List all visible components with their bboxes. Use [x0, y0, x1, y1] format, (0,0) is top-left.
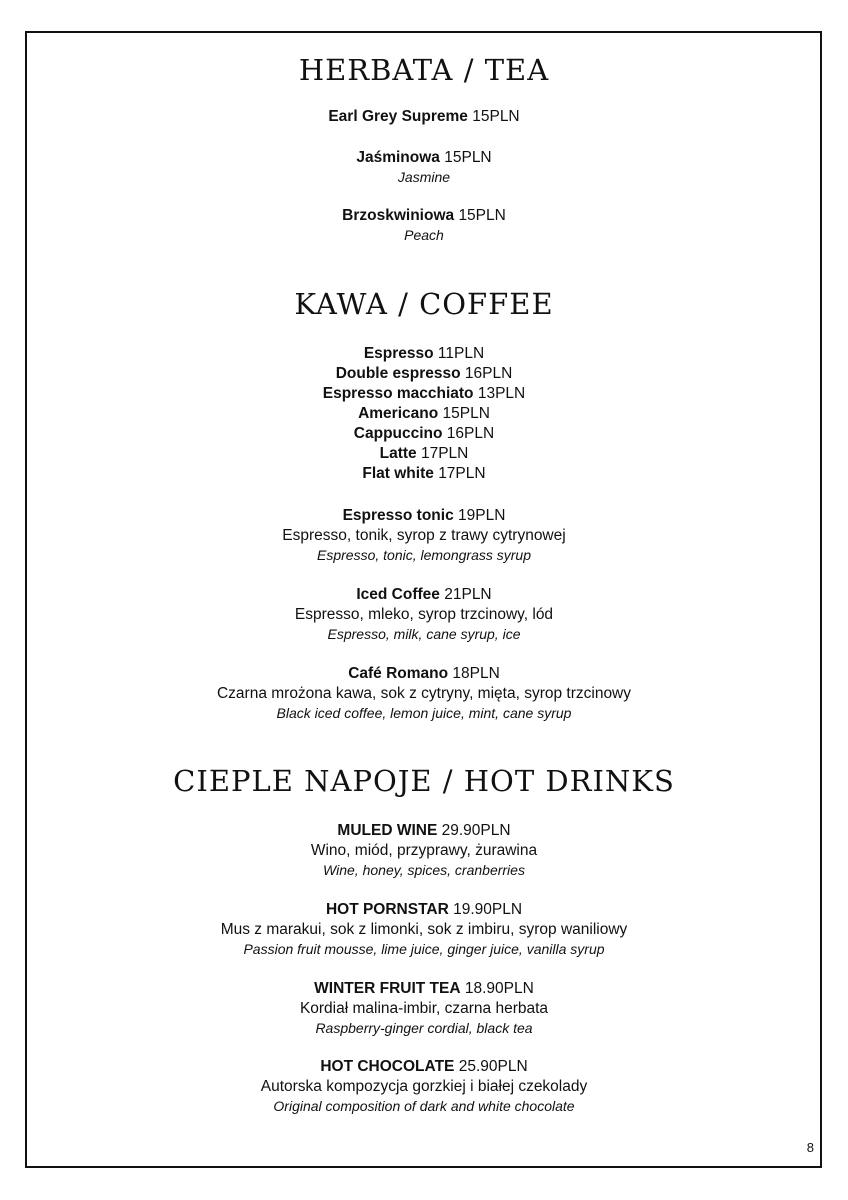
item-english: Espresso, tonic, lemongrass syrup — [317, 547, 531, 563]
menu-item-muled-wine — [0, 821, 848, 879]
item-description: Espresso, mleko, syrop trzcinowy, lód — [294, 606, 554, 623]
menu-item-jasminowa — [0, 148, 848, 186]
item-name: HOT CHOCOLATE — [320, 1058, 455, 1075]
menu-item-double-espresso — [0, 364, 848, 384]
item-name: MULED WINE — [337, 822, 438, 839]
item-price: 19.90PLN — [453, 901, 523, 918]
menu-item-iced-coffee — [0, 585, 848, 643]
item-price: 15PLN — [458, 207, 506, 224]
item-name: Latte — [379, 445, 417, 462]
item-name: Café Romano — [348, 665, 449, 682]
section-title-coffee: KAWA / COFFEE — [294, 287, 554, 321]
item-price: 16PLN — [464, 365, 513, 382]
item-price: 17PLN — [438, 465, 486, 482]
item-description: Czarna mrożona kawa, sok z cytryny, mięta, syrop trzcinowy — [216, 685, 632, 702]
item-english: Passion fruit mousse, lime juice, ginger juice, vanilla syrup — [243, 941, 605, 957]
item-english: Raspberry-ginger cordial, black tea — [315, 1020, 533, 1036]
item-english: Espresso, milk, cane syrup, ice — [327, 626, 521, 642]
item-english: Jasmine — [397, 169, 451, 185]
item-price: 16PLN — [446, 425, 495, 442]
menu-item-americano — [0, 404, 848, 424]
item-name: Double espresso — [335, 365, 461, 382]
menu-item-cappuccino — [0, 424, 848, 444]
item-price: 11PLN — [437, 345, 485, 362]
menu-item-hot-pornstar — [0, 900, 848, 958]
item-english: Peach — [404, 227, 444, 243]
item-price: 17PLN — [420, 445, 469, 462]
item-price: 15PLN — [472, 108, 520, 125]
item-description: Mus z marakui, sok z limonki, sok z imbiru, syrop waniliowy — [220, 921, 628, 938]
item-description: Kordiał malina-imbir, czarna herbata — [299, 1000, 549, 1017]
menu-item-espresso — [0, 344, 848, 364]
item-name: Americano — [358, 405, 439, 422]
item-price: 18PLN — [452, 665, 500, 682]
item-english: Wine, honey, spices, cranberries — [323, 862, 525, 878]
item-price: 29.90PLN — [441, 822, 511, 839]
item-price: 13PLN — [477, 385, 526, 402]
menu-item-espresso-macchiato — [0, 384, 848, 404]
menu-item-hot-chocolate — [0, 1057, 848, 1115]
menu-item-espresso-tonic — [0, 506, 848, 564]
coffee-simple-list — [0, 344, 848, 484]
menu-item-brzoskwiniowa — [0, 206, 848, 244]
item-name: Iced Coffee — [356, 586, 440, 603]
section-title-hot-drinks: CIEPLE NAPOJE / HOT DRINKS — [173, 764, 675, 798]
item-name: Cappuccino — [353, 425, 443, 442]
item-name: Espresso — [363, 345, 434, 362]
item-name: Brzoskwiniowa — [342, 207, 455, 224]
item-name: Flat white — [362, 465, 434, 482]
item-price: 15PLN — [444, 149, 492, 166]
menu-item-winter-fruit-tea — [0, 979, 848, 1037]
item-name: HOT PORNSTAR — [325, 901, 449, 918]
item-price: 15PLN — [442, 405, 490, 422]
menu-item-cafe-romano — [0, 664, 848, 722]
item-english: Black iced coffee, lemon juice, mint, cane syrup — [276, 705, 572, 721]
menu-item-latte — [0, 444, 848, 464]
item-description: Espresso, tonik, syrop z trawy cytrynowej — [282, 527, 566, 544]
item-name: Earl Grey Supreme — [328, 108, 468, 125]
item-name: Espresso tonic — [342, 507, 454, 524]
item-description: Autorska kompozycja gorzkiej i białej czekolady — [260, 1078, 588, 1095]
item-name: Jaśminowa — [356, 149, 440, 166]
menu-item-earl-grey — [0, 107, 848, 127]
item-price: 19PLN — [458, 507, 506, 524]
page-number: 8 — [806, 1140, 814, 1155]
section-title-tea: HERBATA / TEA — [298, 53, 550, 87]
item-name: WINTER FRUIT TEA — [314, 980, 461, 997]
item-description: Wino, miód, przyprawy, żurawina — [310, 842, 538, 859]
item-english: Original composition of dark and white chocolate — [273, 1098, 575, 1114]
item-name: Espresso macchiato — [322, 385, 474, 402]
item-price: 21PLN — [444, 586, 492, 603]
item-price: 25.90PLN — [458, 1058, 528, 1075]
item-price: 18.90PLN — [464, 980, 534, 997]
menu-item-flat-white — [0, 464, 848, 484]
